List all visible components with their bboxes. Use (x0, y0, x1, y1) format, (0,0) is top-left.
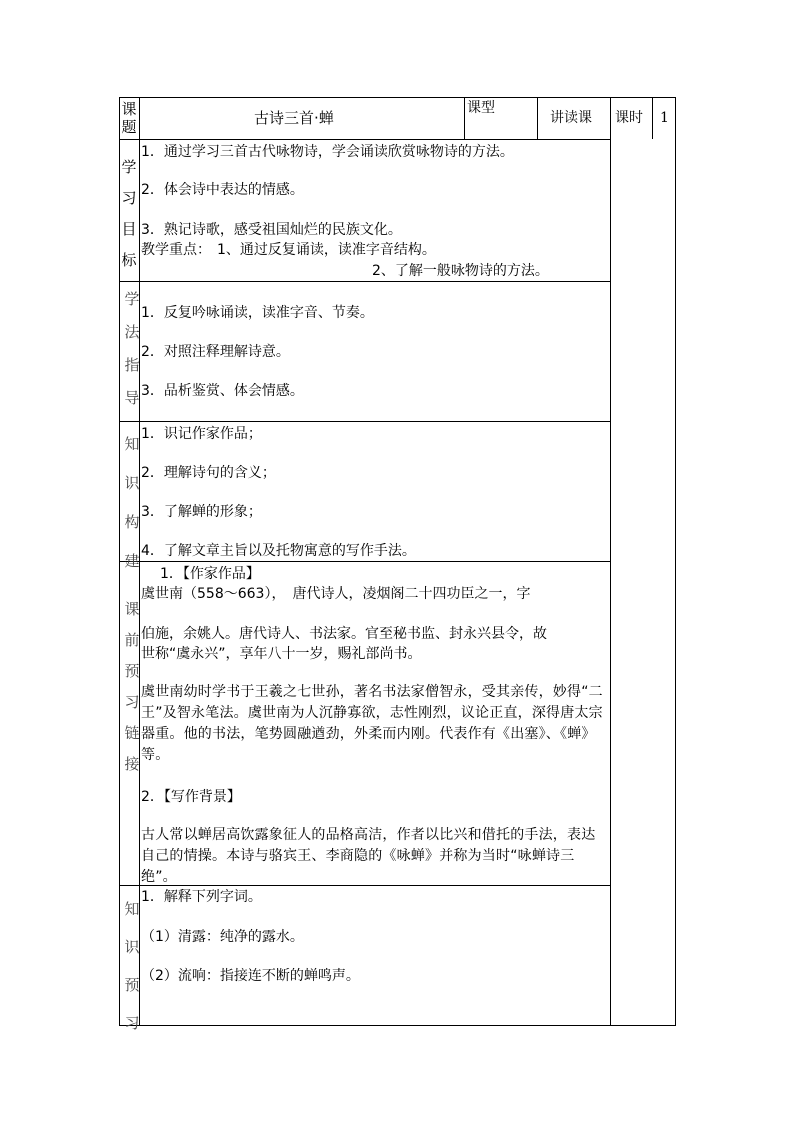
type-label: 课型 (467, 100, 495, 116)
knowledge-item: 3．了解蝉的形象； (141, 504, 262, 520)
header-divider-type-value (537, 97, 538, 139)
goal-item: 2．体会诗中表达的情感。 (141, 182, 304, 198)
background-text: 古人常以蝉居高饮露象征人的品格高洁，作者以比兴和借托的手法，表达自己的情操。本诗与骆宾王、李商隐的《咏蝉》并称为当时“咏蝉诗三绝”。 (141, 827, 596, 885)
practice-item: （1）清露：纯净的露水。 (141, 929, 304, 945)
author-line: 世称“虞永兴”，享年八十一岁，赐礼部尚书。 (141, 646, 422, 662)
knowledge-item: 1．识记作家作品； (141, 426, 262, 442)
goal-item: 1．通过学习三首古代咏物诗，学会诵读欣赏咏物诗的方法。 (141, 144, 514, 160)
teaching-focus-label: 教学重点： (141, 242, 211, 258)
header-divider-type (464, 97, 465, 139)
author-heading: 1．【作家作品】 (160, 566, 260, 582)
row-divider-knowledge (119, 561, 610, 562)
method-item: 3．品析鉴赏、体会情感。 (141, 383, 304, 399)
goal-item: 3．熟记诗歌，感受祖国灿烂的民族文化。 (141, 222, 402, 238)
table-border-top (119, 97, 676, 98)
knowledge-label: 知识构建 (124, 435, 140, 570)
hours-value: 1 (660, 110, 669, 126)
table-border-right (675, 97, 676, 1025)
practice-item: （2）流响：指接连不断的蝉鸣声。 (141, 968, 360, 984)
teaching-focus-item: 2、了解一般咏物诗的方法。 (372, 263, 549, 279)
type-value: 讲读课 (550, 110, 592, 126)
row-divider-goals (119, 281, 610, 282)
header-divider-hours (652, 97, 653, 139)
author-line: 虞世南（558～663）， 唐代诗人，凌烟阁二十四功臣之一，字 (141, 586, 531, 602)
row-divider-header (119, 139, 610, 140)
method-label: 学法指导 (124, 290, 140, 407)
method-item: 2．对照注释理解诗意。 (141, 344, 290, 360)
teaching-focus-item: 1、通过反复诵读，读准字音结构。 (217, 242, 436, 258)
prelink-label: 课前预习链接 (124, 600, 140, 773)
method-item: 1．反复吟咏诵读，读准字音、节奏。 (141, 305, 374, 321)
author-line: 伯施，余姚人。唐代诗人、书法家。官至秘书监、封永兴县令，故 (141, 626, 547, 642)
topic-label: 课题 (121, 100, 137, 136)
background-heading: 2．【写作背景】 (141, 789, 241, 805)
knowledge-item: 4．了解文章主旨以及托物寓意的写作手法。 (141, 543, 416, 559)
goals-label: 学习目标 (121, 158, 137, 269)
author-biography: 虞世南幼时学书于王羲之七世孙，著名书法家僧智永，受其亲传，妙得“二王”及智永笔法。虞世南为人沉静寡欲，志性刚烈，议论正直，深得唐太宗器重。他的书法，笔势圆融遒劲，外柔而内刚。代表作有《出塞》、《蝉》等。 (141, 684, 603, 763)
content-right-divider (610, 97, 611, 1025)
practice-heading: 1．解释下列字词。 (141, 889, 262, 905)
practice-label: 知识预习 (124, 900, 140, 1032)
table-border-bottom (119, 1025, 676, 1026)
knowledge-item: 2．理解诗句的含义； (141, 465, 276, 481)
hours-label: 课时 (615, 110, 643, 126)
lesson-title: 古诗三首·蝉 (254, 109, 334, 127)
row-divider-method (119, 421, 610, 422)
